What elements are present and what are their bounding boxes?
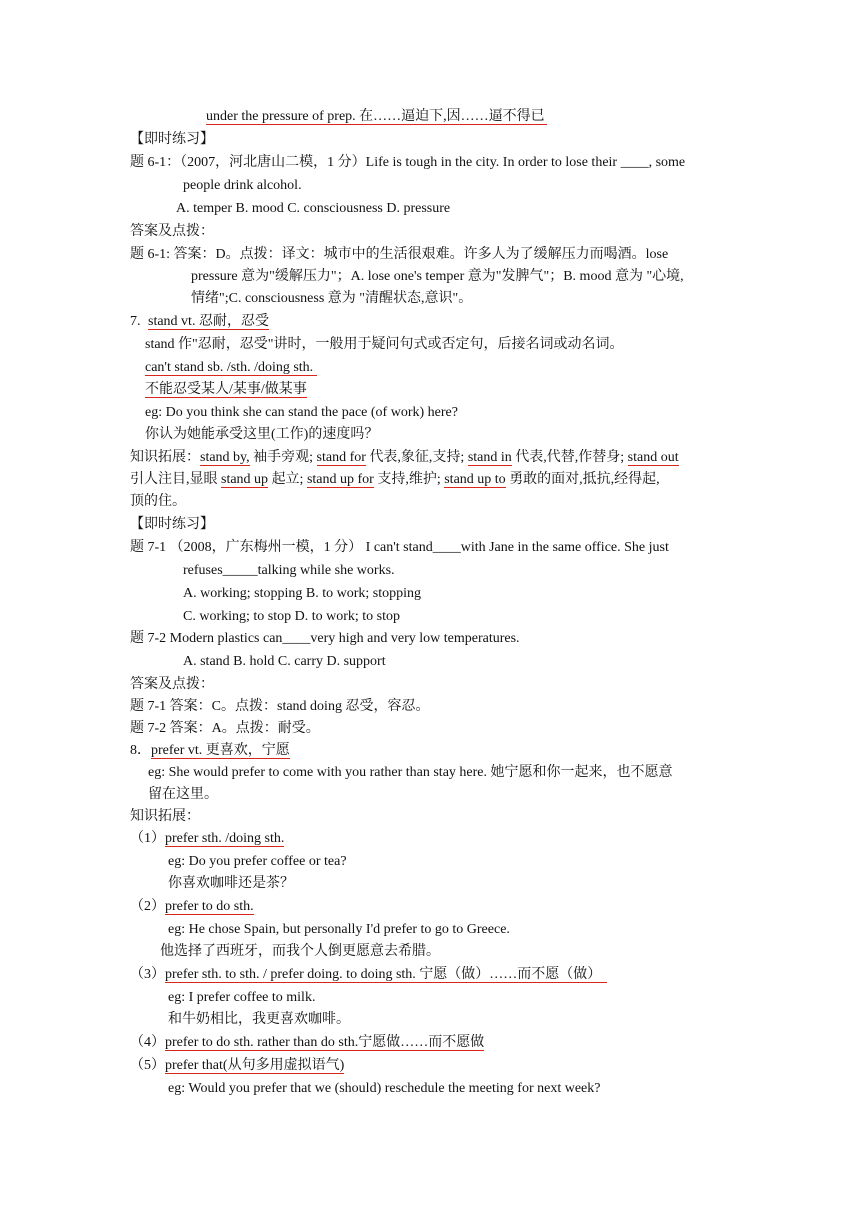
expansion-line-3: 顶的住。 — [130, 494, 186, 509]
expansion-label: 知识拓展： — [130, 450, 200, 465]
entry-7-heading — [130, 313, 269, 331]
entry-8-heading — [130, 742, 290, 760]
usage-5-example: eg: Would you prefer that we (should) reschedule the meeting for next week? — [168, 1081, 601, 1096]
answer-7-1: 题 7-1 答案：C。点拨：stand doing 忍受，容忍。 — [130, 699, 430, 714]
meaning-text: 勇敢的面对,抵抗,经得起, — [505, 472, 660, 487]
usage-number: （3） — [130, 967, 165, 982]
usage-pattern: prefer to do sth. rather than do sth.宁愿做……而不愿做 — [165, 1035, 485, 1050]
meaning-text: 代表,象征,支持; — [365, 450, 468, 465]
entry-number: 7. — [130, 314, 141, 329]
usage-5 — [130, 1057, 344, 1075]
expansion-label-2: 知识拓展： — [130, 809, 200, 824]
usage-pattern: prefer that(从句多用虚拟语气) — [165, 1058, 345, 1073]
entry-8-example-cont: 留在这里。 — [148, 787, 218, 802]
entry-word: stand vt. 忍耐，忍受 — [148, 314, 269, 329]
usage-3-example: eg: I prefer coffee to milk. — [168, 990, 316, 1005]
example-sentence: eg: Do you think she can stand the pace (of work) here? — [145, 405, 458, 420]
underlined-phrase: under the pressure of prep. 在……逼迫下,因……逼不得已 — [206, 109, 545, 124]
expansion-line-1 — [130, 449, 679, 467]
pattern-line — [145, 359, 317, 377]
example-translation: 你认为她能承受这里(工作)的速度吗？ — [145, 427, 379, 442]
phrase-stand-up: stand up — [221, 472, 269, 487]
usage-pattern: prefer sth. /doing sth. — [165, 831, 285, 846]
usage-4 — [130, 1034, 484, 1052]
phrase-stand-out: stand out — [627, 450, 679, 465]
pattern-meaning: 不能忍受某人/某事/做某事 — [145, 382, 307, 397]
usage-1 — [130, 830, 284, 848]
section-heading-practice-2: 【即时练习】 — [130, 517, 214, 532]
answer-6-1-cont: pressure 意为"缓解压力"；A. lose one's temper 意为"发脾气"；B. mood 意为 "心境, — [191, 269, 684, 284]
question-7-2-options: A. stand B. hold C. carry D. support — [183, 654, 386, 669]
entry-number: 8． — [130, 743, 151, 758]
question-6-1-cont: people drink alcohol. — [183, 178, 302, 193]
meaning-text: 袖手旁观; — [249, 450, 317, 465]
pattern: can't stand sb. /sth. /doing sth. — [145, 360, 317, 376]
phrase-stand-for: stand for — [316, 450, 366, 465]
pattern-meaning-line — [145, 381, 307, 399]
section-heading-practice: 【即时练习】 — [130, 132, 214, 147]
usage-pattern: prefer sth. to sth. / prefer doing. to doing sth. 宁愿（做）……而不愿（做） — [165, 967, 607, 983]
phrase-stand-by: stand by, — [200, 450, 250, 465]
usage-1-translation: 你喜欢咖啡还是茶？ — [168, 876, 294, 891]
usage-number: （4） — [130, 1035, 165, 1050]
answer-6-1-cont2: 情绪";C. consciousness 意为 "清醒状态,意识"。 — [191, 291, 473, 306]
usage-2-example: eg: He chose Spain, but personally I'd prefer to go to Greece. — [168, 922, 510, 937]
question-7-1-cont: refuses_____talking while she works. — [183, 563, 395, 578]
question-7-1: 题 7-1 （2008，广东梅州一模，1 分） I can't stand____with Jane in the same office. She just — [130, 540, 669, 555]
meaning-text: 支持,维护; — [373, 472, 445, 487]
usage-number: （1） — [130, 831, 165, 846]
question-6-1: 题 6-1：（2007，河北唐山二模，1 分）Life is tough in the city. In order to lose their ____, some — [130, 155, 686, 170]
entry-word: prefer vt. 更喜欢，宁愿 — [151, 743, 290, 758]
usage-3-translation: 和牛奶相比，我更喜欢咖啡。 — [168, 1012, 350, 1027]
question-6-1-options: A. temper B. mood C. consciousness D. pressure — [176, 201, 451, 216]
answer-7-2: 题 7-2 答案：A。点拨：耐受。 — [130, 721, 320, 736]
question-7-2: 题 7-2 Modern plastics can____very high and very low temperatures. — [130, 631, 520, 646]
answer-6-1: 题 6-1: 答案：D。点拨：译文：城市中的生活很艰难。许多人为了缓解压力而喝酒。lose — [130, 247, 669, 262]
meaning-text: 引人注目,显眼 — [130, 472, 221, 487]
phrase-stand-up-to: stand up to — [444, 472, 506, 487]
entry-8-example: eg: She would prefer to come with you rather than stay here. 她宁愿和你一起来，也不愿意 — [148, 765, 673, 780]
phrase-stand-in: stand in — [467, 450, 512, 465]
usage-2-translation: 他选择了西班牙，而我个人倒更愿意去希腊。 — [160, 944, 440, 959]
question-7-1-options-cd: C. working; to stop D. to work; to stop — [183, 609, 401, 624]
phrase-line — [206, 108, 547, 126]
entry-7-explanation: stand 作"忍耐，忍受"讲时，一般用于疑问句式或否定句，后接名词或动名词。 — [145, 337, 624, 352]
usage-number: （5） — [130, 1058, 165, 1073]
usage-number: （2） — [130, 899, 165, 914]
question-7-1-options-ab: A. working; stopping B. to work; stopping — [183, 586, 422, 601]
usage-2 — [130, 898, 254, 916]
usage-3 — [130, 966, 607, 984]
phrase-stand-up-for: stand up for — [306, 472, 374, 487]
usage-pattern: prefer to do sth. — [165, 899, 254, 914]
answer-heading: 答案及点拨： — [130, 224, 214, 239]
meaning-text: 代表,代替,作替身; — [511, 450, 628, 465]
meaning-text: 起立; — [268, 472, 307, 487]
expansion-line-2 — [130, 471, 660, 489]
answer-heading-2: 答案及点拨： — [130, 677, 214, 692]
usage-1-example: eg: Do you prefer coffee or tea? — [168, 854, 347, 869]
